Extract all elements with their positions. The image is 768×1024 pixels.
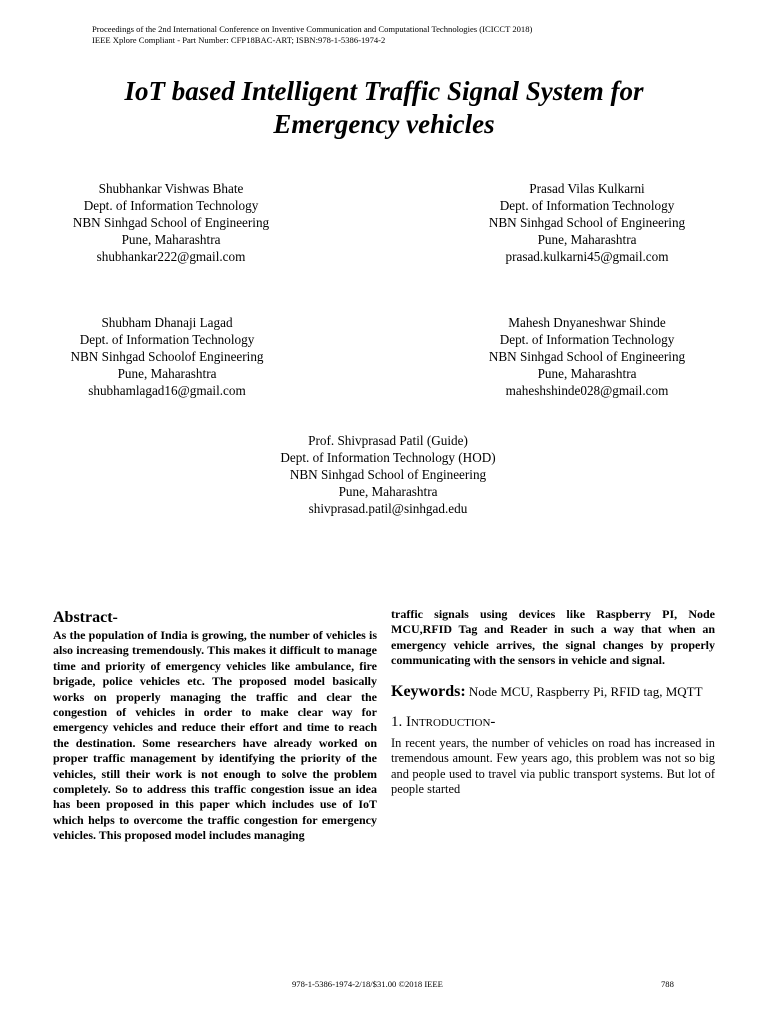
keywords: [391, 683, 715, 700]
author-name: Prasad Vilas Kulkarni: [529, 181, 645, 196]
abstract-text-left: As the population of India is growing, the number of vehicles is also increasing tremendously. This makes it difficult to manage time and priority of emergency vehicles like ambulance, fire brigade, police vehicles etc. The proposed model basically works on properly managing the traffic and clear the congestion of vehicles in order to make clear way for emergency vehicles and reduce their effort and time to reach the destination. Some researchers have already worked on proper traffic management by identifying the priority of the vehicles, still their work is not enough to solve the problem completely. So to address this traffic congestion issue an idea has been proposed in this paper which includes use of IoT which helps to overcome the traffic congestion for emergency vehicles. This proposed model includes managing: [53, 628, 377, 843]
introduction-text: In recent years, the number of vehicles on road has increased in tremendous amount. Few years ago, this problem was not so big and people used to travel via public transport systems. But lot of people started: [391, 735, 715, 797]
left-column: [53, 608, 377, 844]
paper-title-line-1: IoT based Intelligent Traffic Signal System for: [124, 76, 644, 106]
author-location: Pune, Maharashtra: [121, 232, 221, 247]
author-name: Mahesh Dnyaneshwar Shinde: [508, 315, 666, 330]
author-dept: Dept. of Information Technology: [499, 198, 675, 213]
author-institution: NBN Sinhgad Schoolof Engineering: [70, 349, 264, 364]
abstract-heading-dash: -: [112, 609, 118, 626]
author-block-3: [44, 314, 290, 399]
author-block-2: [468, 180, 706, 265]
author-block-guide: [264, 432, 512, 517]
author-name: Shubham Dhanaji Lagad: [101, 315, 233, 330]
author-dept: Dept. of Information Technology: [83, 198, 259, 213]
author-name: Prof. Shivprasad Patil (Guide): [308, 433, 468, 448]
author-dept: Dept. of Information Technology (HOD): [280, 450, 496, 465]
author-location: Pune, Maharashtra: [537, 232, 637, 247]
author-email: prasad.kulkarni45@gmail.com: [505, 249, 669, 264]
author-dept: Dept. of Information Technology: [79, 332, 255, 347]
author-location: Pune, Maharashtra: [117, 366, 217, 381]
author-email: shivprasad.patil@sinhgad.edu: [308, 501, 468, 516]
author-institution: NBN Sinhgad School of Engineering: [488, 349, 686, 364]
copyright-footer: 978-1-5386-1974-2/18/$31.00 ©2018 IEEE: [292, 979, 443, 989]
author-email: shubhamlagad16@gmail.com: [88, 383, 246, 398]
abstract-heading: [53, 608, 377, 628]
author-location: Pune, Maharashtra: [338, 484, 438, 499]
keywords-text: Node MCU, Raspberry Pi, RFID tag, MQTT: [465, 683, 703, 699]
author-dept: Dept. of Information Technology: [499, 332, 675, 347]
author-email: maheshshinde028@gmail.com: [505, 383, 669, 398]
author-name: Shubhankar Vishwas Bhate: [98, 181, 244, 196]
abstract-text-right: traffic signals using devices like Raspberry PI, Node MCU,RFID Tag and Reader in such a way that when an emergency vehicle arrives, the signal changes by properly communicating with the sensors in vehicle and signal.: [391, 607, 715, 668]
author-institution: NBN Sinhgad School of Engineering: [488, 215, 686, 230]
author-block-1: [48, 180, 294, 265]
keywords-label: Keywords:: [391, 682, 466, 700]
page-number: 788: [661, 979, 674, 989]
author-email: shubhankar222@gmail.com: [96, 249, 246, 264]
author-location: Pune, Maharashtra: [537, 366, 637, 381]
right-column: [391, 607, 715, 798]
author-institution: NBN Sinhgad School of Engineering: [289, 467, 487, 482]
abstract-heading-label: Abstract: [53, 609, 113, 626]
ieee-isbn-line: IEEE Xplore Compliant - Part Number: CFP18BAC-ART; ISBN:978-1-5386-1974-2: [92, 35, 386, 45]
author-institution: NBN Sinhgad School of Engineering: [72, 215, 270, 230]
author-block-4: [468, 314, 706, 399]
introduction-heading: 1. Introduction-: [391, 713, 496, 730]
conference-proceedings-line: Proceedings of the 2nd International Conference on Inventive Communication and Computational Technologies (ICICCT 2018): [92, 24, 533, 34]
paper-title-line-2: Emergency vehicles: [273, 109, 495, 139]
